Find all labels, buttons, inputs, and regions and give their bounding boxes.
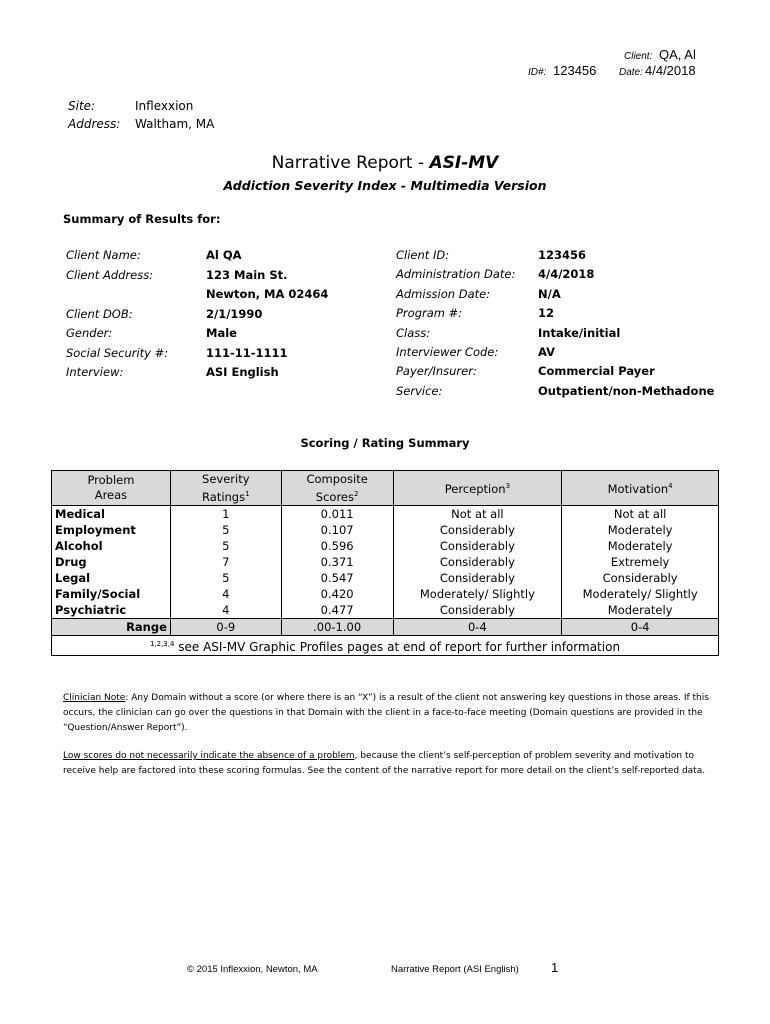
summary-value: Al QA [206, 248, 242, 262]
summary-label: Payer/Insurer: [396, 364, 477, 379]
site-label: Site: [68, 99, 96, 113]
problem-area-cell: Medical [52, 506, 171, 523]
col-motivation: Motivation$^4$ [562, 471, 719, 506]
perception-cell: Moderately/ Slightly [393, 586, 562, 602]
footnote-row [52, 636, 719, 656]
table-row [52, 522, 719, 538]
site-value: Inflexxion [135, 99, 194, 113]
range-perception: 0-4 [393, 619, 562, 636]
address-value: Waltham, MA [135, 117, 215, 131]
table-row [52, 506, 719, 523]
range-composite: .00-1.00 [281, 619, 393, 636]
composite-cell: 0.596 [281, 538, 393, 554]
composite-cell: 0.371 [281, 554, 393, 570]
composite-cell: 0.547 [281, 570, 393, 586]
summary-label: Program #: [396, 306, 463, 321]
problem-area-cell: Employment [52, 522, 171, 538]
date-label: Date: [619, 67, 643, 78]
scoring-body [52, 506, 719, 619]
date-value: 4/4/2018 [645, 63, 696, 78]
summary-label: Client Name: [66, 248, 141, 262]
report-title-italic: ASI-MV [429, 153, 499, 173]
range-severity: 0-9 [170, 619, 281, 636]
summary-value: ASI English [206, 365, 279, 379]
perception-cell: Considerably [393, 538, 562, 554]
summary-value: Male [206, 326, 237, 340]
motivation-cell: Moderately [562, 602, 719, 619]
footer-copyright: © 2015 Inflexxion, Newton, MA [187, 964, 318, 975]
composite-cell: 0.107 [281, 522, 393, 538]
scoring-footnote: $^{1,2,3,4}$ see ASI-MV Graphic Profiles pages at end of report for further information [52, 636, 719, 656]
summary-value: 123456 [538, 248, 587, 262]
client-value: QA, Al [659, 47, 696, 62]
motivation-cell: Moderately/ Slightly [562, 586, 719, 602]
motivation-cell: Moderately [562, 522, 719, 538]
summary-label: Client DOB: [66, 306, 133, 321]
summary-value: Outpatient/non-Methadone [538, 383, 715, 398]
scoring-table [51, 470, 719, 656]
report-title [0, 153, 770, 173]
perception-cell: Considerably [393, 522, 562, 538]
summary-label: Administration Date: [396, 267, 516, 282]
col-perception: Perception$^3$ [393, 471, 562, 506]
col-severity: Severity Ratings$^1$ [170, 471, 281, 506]
address-label: Address: [68, 117, 121, 131]
summary-value: Newton, MA 02464 [206, 287, 329, 301]
motivation-cell: Considerably [562, 570, 719, 586]
summary-value: 123 Main St. [206, 267, 288, 282]
composite-cell: 0.011 [281, 506, 393, 523]
perception-cell: Not at all [393, 506, 562, 523]
summary-value: 12 [538, 306, 555, 321]
report-subtitle: Addiction Severity Index - Multimedia Version [223, 178, 547, 193]
scoring-heading: Scoring / Rating Summary [300, 436, 470, 450]
problem-area-cell: Alcohol [52, 538, 171, 554]
range-label: Range [52, 619, 171, 636]
table-row [52, 538, 719, 554]
table-row [52, 570, 719, 586]
summary-value: N/A [538, 286, 561, 301]
composite-cell: 0.420 [281, 586, 393, 602]
perception-cell: Considerably [393, 554, 562, 570]
summary-label: Class: [396, 325, 431, 340]
motivation-cell: Extremely [562, 554, 719, 570]
clinician-note [63, 691, 723, 736]
severity-cell: 5 [170, 570, 281, 586]
severity-cell: 7 [170, 554, 281, 570]
range-row [52, 619, 719, 636]
summary-value: Intake/initial [538, 325, 621, 340]
summary-label: Interview: [66, 365, 124, 379]
motivation-cell: Moderately [562, 538, 719, 554]
table-row [52, 586, 719, 602]
summary-label: Client ID: [396, 248, 450, 262]
summary-label: Service: [396, 383, 443, 398]
summary-label: Interviewer Code: [396, 345, 499, 359]
id-label: ID#: [528, 67, 547, 78]
summary-value: 2/1/1990 [206, 306, 263, 321]
problem-area-cell: Family/Social [52, 586, 171, 602]
low-scores-note [63, 749, 723, 779]
severity-cell: 4 [170, 602, 281, 619]
range-motivation: 0-4 [562, 619, 719, 636]
report-title-main: Narrative Report - [271, 153, 430, 173]
summary-label: Social Security #: [66, 345, 169, 360]
composite-cell: 0.477 [281, 602, 393, 619]
low-scores-text: , because the client’s self-perception of problem severity and motivation to receive help are factored into these scoring formulas. See the content of the narrative report for more detail on the client’s self-reported data. [63, 751, 706, 776]
footer-page-number: 1 [551, 960, 559, 975]
severity-cell: 5 [170, 522, 281, 538]
table-row [52, 602, 719, 619]
clinician-note-label: Clinician Note [63, 693, 126, 703]
motivation-cell: Not at all [562, 506, 719, 523]
summary-value: Commercial Payer [538, 364, 655, 379]
low-scores-label: Low scores do not necessarily indicate the absence of a problem [63, 751, 355, 761]
severity-cell: 5 [170, 538, 281, 554]
col-problem-areas: Problem Areas [52, 471, 171, 506]
problem-area-cell: Psychiatric [52, 602, 171, 619]
summary-label: Admission Date: [396, 286, 491, 301]
severity-cell: 4 [170, 586, 281, 602]
perception-cell: Considerably [393, 570, 562, 586]
problem-area-cell: Legal [52, 570, 171, 586]
scoring-header-row [52, 471, 719, 506]
perception-cell: Considerably [393, 602, 562, 619]
severity-cell: 1 [170, 506, 281, 523]
summary-value: 4/4/2018 [538, 267, 595, 282]
col-composite: Composite Scores$^2$ [281, 471, 393, 506]
summary-heading: Summary of Results for: [63, 212, 221, 226]
problem-area-cell: Drug [52, 554, 171, 570]
footer-report-name: Narrative Report (ASI English) [391, 964, 519, 975]
client-label: Client: [624, 51, 653, 62]
summary-label: Gender: [66, 326, 113, 340]
id-value: 123456 [553, 63, 597, 78]
summary-value: 111-11-1111 [206, 345, 288, 360]
summary-value: AV [538, 345, 556, 359]
summary-label: Client Address: [66, 267, 154, 282]
table-row [52, 554, 719, 570]
clinician-note-text: : Any Domain without a score (or where there is an “X”) is a result of the client not answering key questions in those areas. If this occurs, the clinician can go over the questions in that Domain with the client in a face-to-face meeting (Domain questions are provided in the “Question/Answer Report”). [63, 693, 709, 733]
